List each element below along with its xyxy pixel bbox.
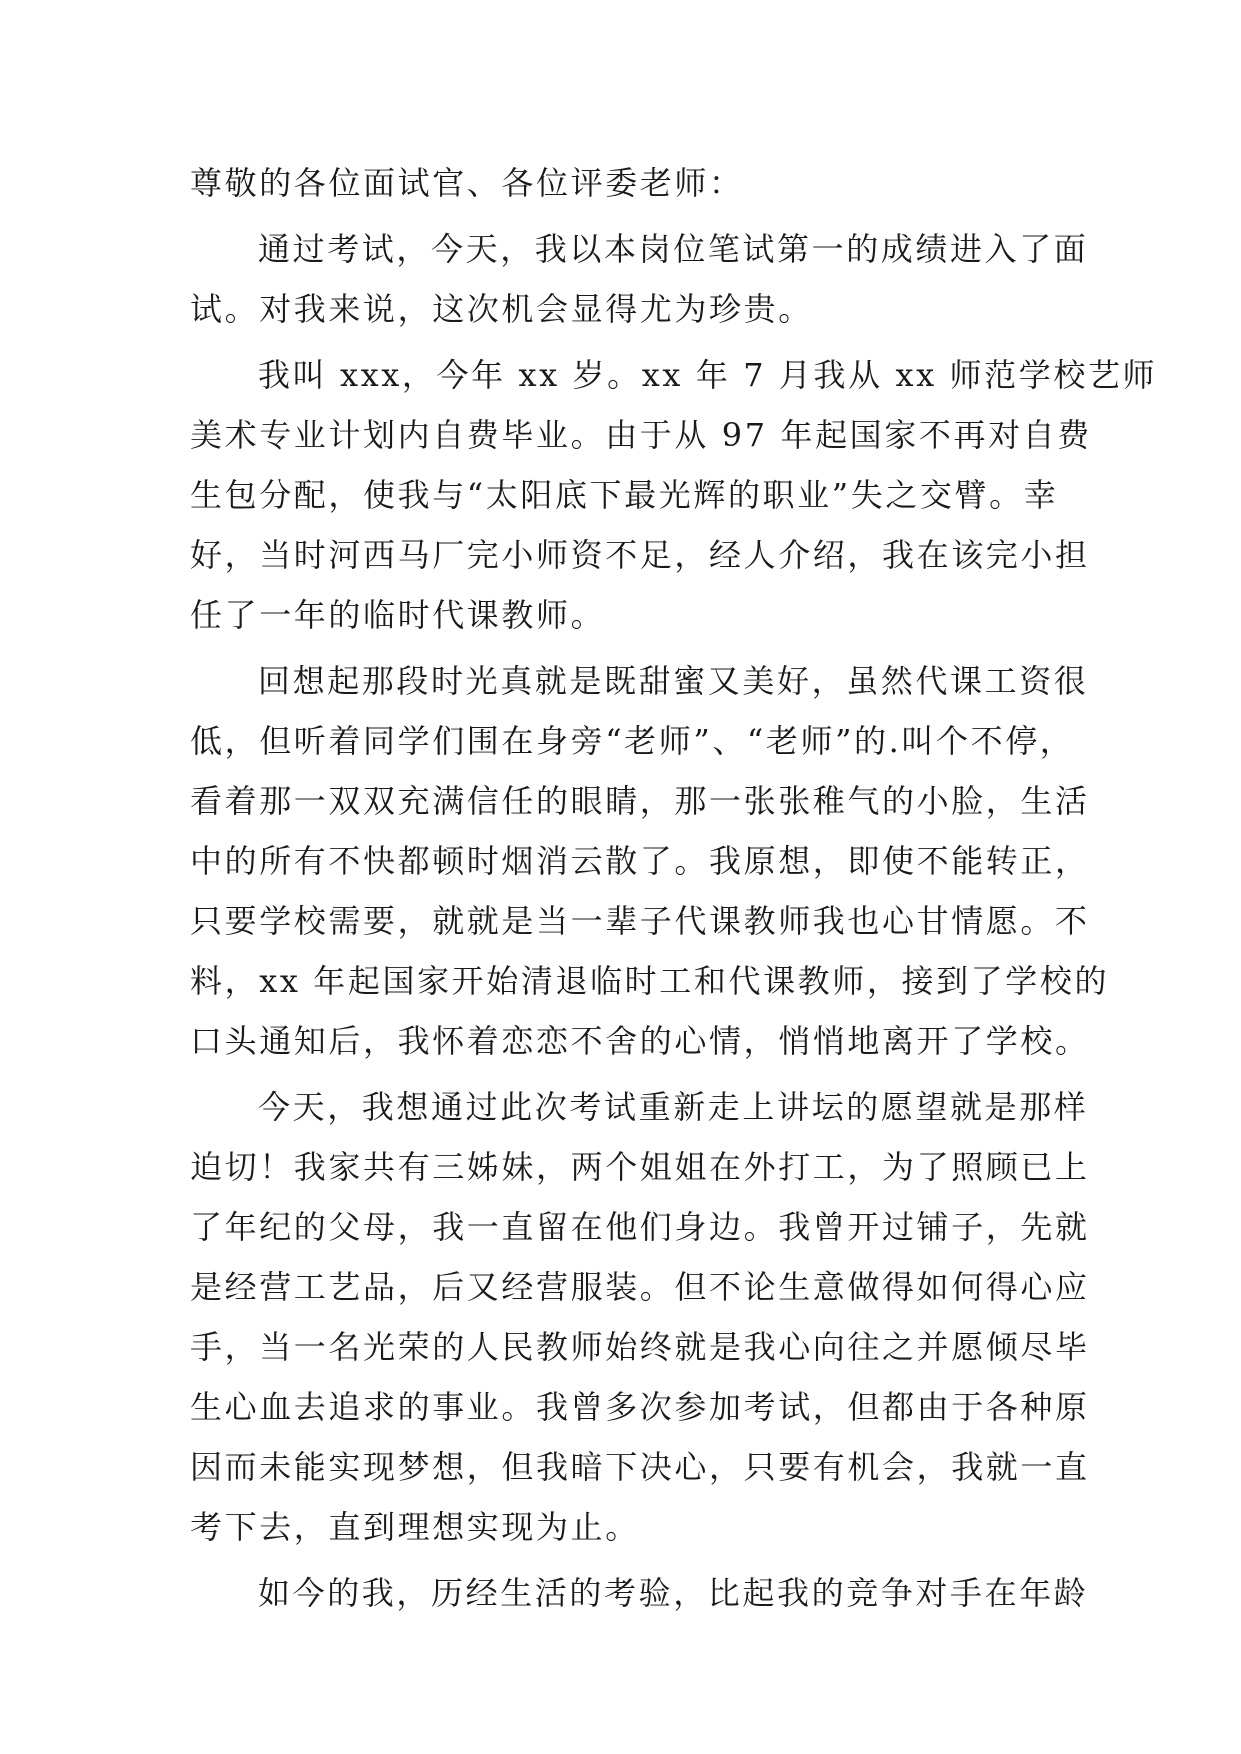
text-line: 美术专业计划内自费毕业。由于从 97 年起国家不再对自费 <box>190 416 1092 454</box>
text-line: 因而未能实现梦想，但我暗下决心，只要有机会，我就一直 <box>190 1448 1090 1486</box>
text-line: 了年纪的父母，我一直留在他们身边。我曾开过铺子，先就 <box>190 1208 1090 1246</box>
text-line: 低，但听着同学们围在身旁“老师”、“老师”的.叫个不停， <box>190 722 1075 760</box>
text-line: 中的所有不快都顿时烟消云散了。我原想，即使不能转正， <box>190 842 1090 880</box>
text-line: 看着那一双双充满信任的眼睛，那一张张稚气的小脸，生活 <box>190 782 1090 820</box>
text-line: 料，xx 年起国家开始清退临时工和代课教师，接到了学校的 <box>190 962 1110 1000</box>
text-line: 今天，我想通过此次考试重新走上讲坛的愿望就是那样 <box>258 1088 1089 1126</box>
text-line: 好，当时河西马厂完小师资不足，经人介绍，我在该完小担 <box>190 536 1090 574</box>
text-line: 通过考试，今天，我以本岗位笔试第一的成绩进入了面 <box>258 230 1089 268</box>
text-line: 迫切！我家共有三姊妹，两个姐姐在外打工，为了照顾已上 <box>190 1148 1090 1186</box>
text-line: 只要学校需要，就就是当一辈子代课教师我也心甘情愿。不 <box>190 902 1090 940</box>
letter-body <box>190 153 1158 1623</box>
text-line: 考下去，直到理想实现为止。 <box>190 1508 640 1546</box>
text-line: 如今的我，历经生活的考验，比起我的竞争对手在年龄 <box>258 1574 1089 1612</box>
text-line: 生心血去追求的事业。我曾多次参加考试，但都由于各种原 <box>190 1388 1090 1426</box>
text-line: 口头通知后，我怀着恋恋不舍的心情，悄悄地离开了学校。 <box>190 1022 1090 1060</box>
text-line: 我叫 xxx，今年 xx 岁。xx 年 7 月我从 xx 师范学校艺师 <box>258 356 1158 394</box>
text-line: 手，当一名光荣的人民教师始终就是我心向往之并愿倾尽毕 <box>190 1328 1090 1366</box>
text-line: 是经营工艺品，后又经营服装。但不论生意做得如何得心应 <box>190 1268 1090 1306</box>
text-line: 试。对我来说，这次机会显得尤为珍贵。 <box>190 290 813 328</box>
salutation-line: 尊敬的各位面试官、各位评委老师： <box>190 164 744 202</box>
text-line: 任了一年的临时代课教师。 <box>190 596 606 634</box>
text-line: 生包分配，使我与“太阳底下最光辉的职业”失之交臂。幸 <box>190 476 1059 514</box>
text-line: 回想起那段时光真就是既甜蜜又美好，虽然代课工资很 <box>258 662 1089 700</box>
